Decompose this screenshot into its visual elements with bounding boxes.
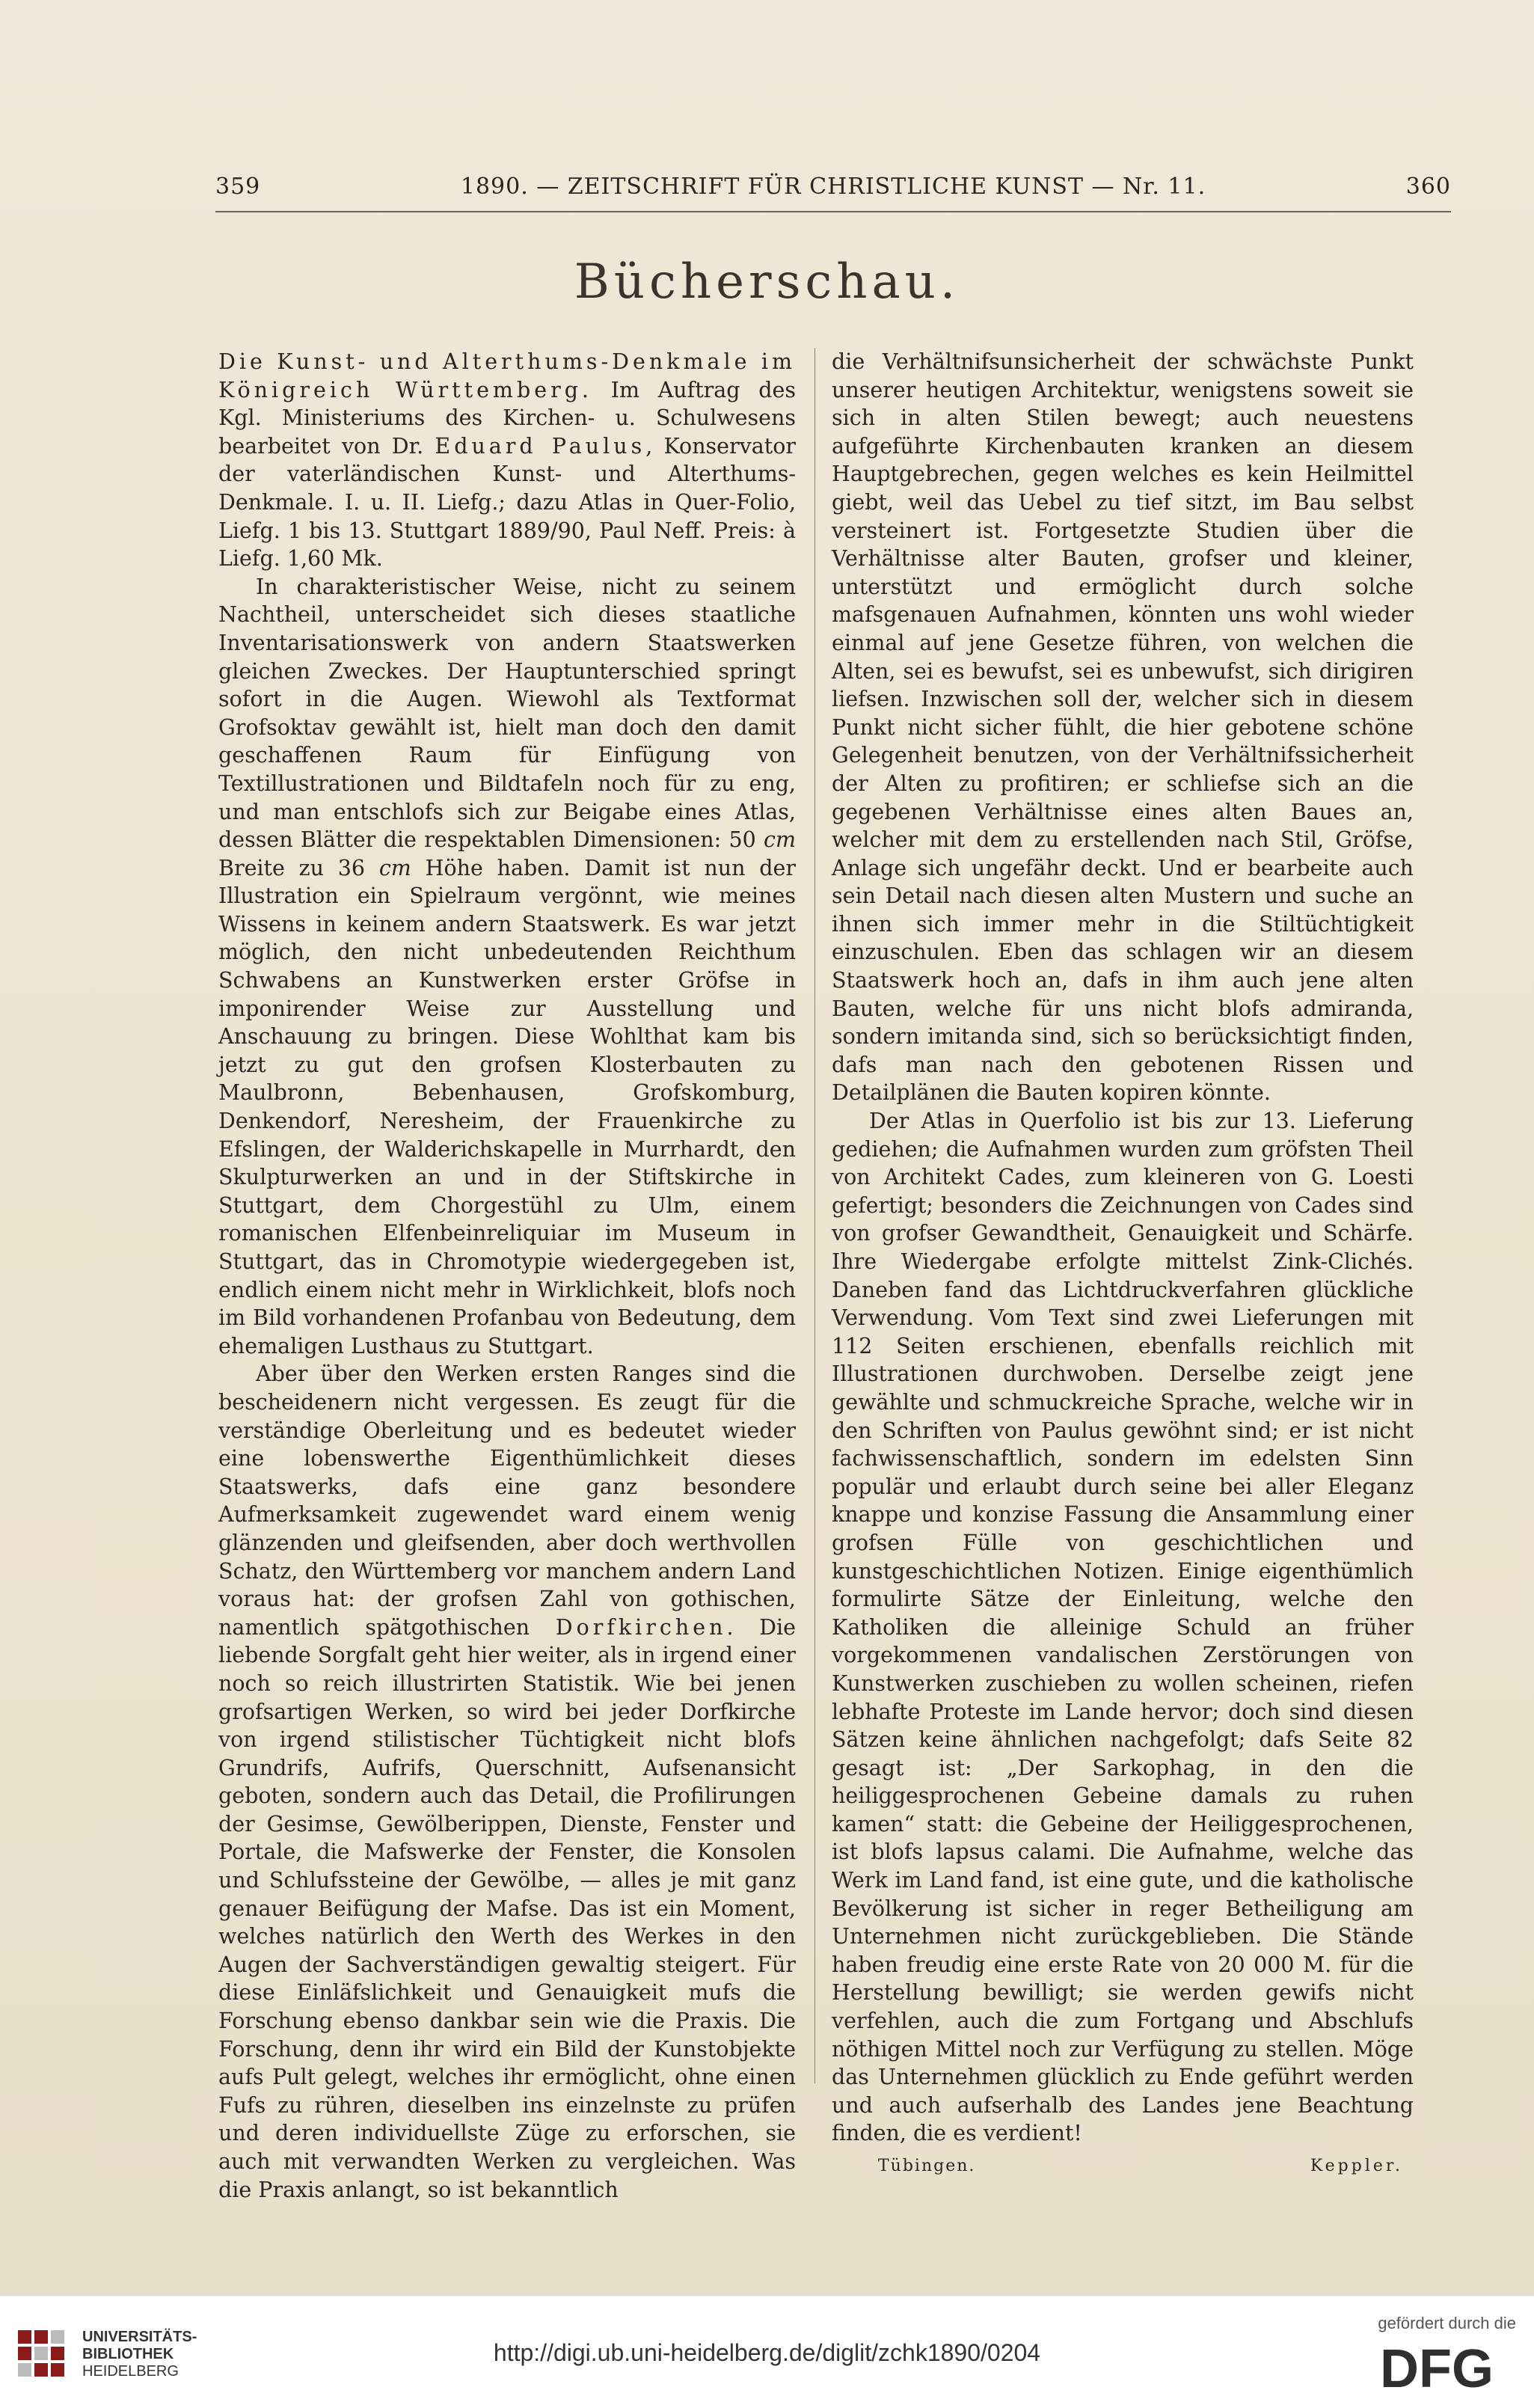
paragraph-text: In charakteristischer Weise, nicht zu seinem Nachtheil, unterscheidet sich dieses staatliche Inventarisationswerk von andern Staatswerken gleichen Zweckes. Der Hauptunterschied springt sofort in die Augen. Wiewohl als Textformat Grofsoktav gewählt ist, hielt man doch den damit geschaffenen Raum für Einfügung von Textillustrationen und Bildtafeln noch für zu eng, und man entschlofs sich zur Beigabe eines Atlas, dessen Blätter die respektablen Dimensionen: 50 <box>218 574 796 853</box>
paragraph <box>218 1360 796 2204</box>
paragraph <box>218 573 796 1361</box>
book-title: Die Kunst- und Alterthums-Denkmale im Königreich Württemberg. <box>218 349 796 402</box>
funding-note: gefördert durch die <box>1378 2314 1516 2332</box>
paragraph-text: . Die liebende Sorgfalt geht hier weiter, als in irgend einer noch so reich illustrirten Statistik. Wie bei jenen grofsartigen Werken, so wird bei jeder Dorfkirche von irgend stilistischer Tüchtigkeit nicht blofs Grundrifs, Aufrifs, Querschnitt, Aufsenansicht geboten, sondern auch das Detail, die Profilirungen der Gesimse, Gewölberippen, Dienste, Fenster und Portale, die Mafswerke der Fenster, die Konsolen und Schlufssteine der Gewölbe, — alles je mit ganz genauer Beifügung der Mafse. Das ist ein Moment, welches natürlich den Werth des Werkes in den Augen der Sachverständigen gewaltig steigert. Für diese Einläfslichkeit und Genauigkeit mufs die Forschung ebenso dankbar sein wie die Praxis. Die Forschung, denn ihr wird ein Bild der Kunstobjekte aufs Pult gelegt, welches ihr ermöglicht, ohne einen Fufs zu rühren, dieselben ins einzelnste zu prüfen und deren individuellste Züge zu erforschen, sie auch mit verwandten Werken zu vergleichen. Was die Praxis anlangt, so ist bekanntlich <box>218 1614 797 2202</box>
footer-bar <box>0 2295 1534 2408</box>
signature-line <box>832 2152 1414 2182</box>
library-name-line: BIBLIOTHEK <box>82 2346 174 2362</box>
book-entry-text: , Konservator der vaterländischen Kunst- und Alterthums-Denkmale. I. u. II. Liefg.; dazu Atlas in Quer-Folio, Liefg. 1 bis 13. Stuttgart 1889/90, Paul Neff. Preis: à Liefg. 1,60 Mk. <box>218 433 796 572</box>
book-author: Eduard Paulus <box>435 433 646 459</box>
column-divider <box>814 348 815 2083</box>
library-name-line: HEIDELBERG <box>82 2363 179 2380</box>
paragraph-text: Höhe haben. Damit ist nun der Illustration ein Spielraum vergönnt, wie meines Wissens in keinem andern Staatswerk. Es war jetzt möglich, den nicht unbedeutenden Reichthum Schwabens an Kunstwerken erster Gröfse in imponirender Weise zur Ausstellung und Anschauung zu bringen. Diese Wohlthat kam bis jetzt zu gut den grofsen Klosterbauten zu Maulbronn, Bebenhausen, Grofskomburg, Denkendorf, Neresheim, der Frauenkirche zu Efslingen, der Walderichskapelle in Murrhardt, den Skulpturwerken an und in der Stiftskirche in Stuttgart, dem Chorgestühl zu Ulm, einem romanischen Elfenbeinreliquiar im Museum in Stuttgart, das in Chromotypie wiedergegeben ist, endlich einem nicht mehr in Wirklichkeit, blofs noch im Bild vorhandenen Profanbau von Bedeutung, dem ehemaligen Lusthaus zu Stuttgart. <box>218 855 796 1358</box>
dfg-logo-text: DFG <box>1380 2339 1494 2393</box>
running-header <box>215 174 1451 209</box>
paragraph: Der Atlas in Querfolio ist bis zur 13. Lieferung gediehen; die Aufnahmen wurden zum gröfsten Theil von Architekt Cades, zum kleineren von G. Loesti gefertigt; besonders die Zeichnungen von Cades sind von grofser Gewandtheit, Genauigkeit und Schärfe. Ihre Wiedergabe erfolgte mittelst Zink-Clichés. Daneben fand das Lichtdruckverfahren glückliche Verwendung. Vom Text sind zwei Lieferungen mit 112 Seiten erschienen, ebenfalls reichlich mit Illustrationen durchwoben. Derselbe zeigt jene gewählte und schmuckreiche Sprache, welche wir in den Schriften von Paulus gewöhnt sind; er ist nicht fachwissenschaftlich, sondern im edelsten Sinn populär und erlaubt durch seine bei aller Eleganz knappe und konzise Fassung die Ansammlung einer grofsen Fülle von geschichtlichen und kunstgeschichtlichen Notizen. Einige eigenthümlich formulirte Sätze der Einleitung, welche den Katholiken die alleinige Schuld an früher vorgekommenen vandalischen Zerstörungen von Kunstwerken zuschieben zu wollen scheinen, riefen lebhafte Proteste im Lande hervor; doch sind diesen Sätzen keine ähnlichen nachgefolgt; dafs Seite 82 gesagt ist: „Der Sarkophag, in den die heiliggesprochenen Gebeine damals zu ruhen kamen“ statt: die Gebeine der Heiliggesprochenen, ist blofs lapsus calami. Die Aufnahme, welche das Werk im Land fand, ist eine gute, und die katholische Bevölkerung ist sicher in reger Betheiligung am Unternehmen nicht zurückgeblieben. Die Stände haben freudig eine erste Rate von 20 000 M. für die Herstellung bewilligt; sie werden gewifs nicht verfehlen, auch die zum Fortgang und Abschlufs nöthigen Mittel noch zur Verfügung zu stellen. Möge das Unternehmen glücklich zu Ende geführt werden und auch aufserhalb des Landes jene Beachtung finden, die es verdient! <box>832 1109 1414 2146</box>
book-entry <box>218 348 796 573</box>
paragraph-text: Breite zu 36 <box>218 855 379 880</box>
signature-author: Keppler. <box>1310 2157 1403 2175</box>
paragraph: die Verhältnifsunsicherheit der schwächste Punkt unserer heutigen Architektur, wenigstens soweit sie sich in alten Stilen bewegt; auch neuestens aufgeführte Kirchenbauten kranken an diesem Hauptgebrechen, gegen welches es kein Heilmittel giebt, weil das Uebel zu tief sitzt, im Bau selbst versteinert ist. Fortgesetzte Studien über die Verhältnisse alter Bauten, grofser und kleiner, unterstützt und ermöglicht durch solche mafsgenauen Aufnahmen, könnten uns wohl wieder einmal auf jene Gesetze führen, von welchen die Alten, sei es bewufst, sei es unbewufst, sich dirigiren liefsen. Inzwischen soll der, welcher sich in diesem Punkt nicht sicher fühlt, die hier gebotene schöne Gelegenheit benutzen, von der Verhältnifssicherheit der Alten zu profitiren; er schliefse sich an die gegebenen Verhältnisse eines alten Baues an, welcher mit dem zu erstellenden nach Stil, Gröfse, Anlage sich ungefähr deckt. Und er bearbeite auch sein Detail nach diesen alten Mustern und suche an ihnen sich immer mehr in die Stiltüchtigkeit einzuschulen. Eben das schlagen wir an diesem Staatswerk hoch an, dafs in ihm auch jene alten Bauten, welche für uns nicht blofs admiranda, sondern imitanda sind, sich so berücksichtigt finden, dafs man nach den gebotenen Rissen und Detailplänen die Bauten kopiren könnte. <box>832 349 1414 1106</box>
page-number-right: 360 <box>1405 174 1451 200</box>
journal-header: 1890. — ZEITSCHRIFT FÜR CHRISTLICHE KUNST — Nr. 11. <box>460 174 1206 200</box>
emphasized-term: Dorfkirchen <box>555 1614 727 1640</box>
paragraph-text: Aber über den Werken ersten Ranges sind die bescheidenern nicht vergessen. Es zeugt für die verständige Oberleitung und es bedeutet wieder eine lobenswerthe Eigenthümlichkeit dieses Staatswerks, dafs eine ganz besondere Aufmerksamkeit zugewendet ward einem wenig glänzenden und gleifsenden, aber doch werthvollen Schatz, den Württemberg vor manchem andern Land voraus hat: der grofsen Zahl von gothischen, namentlich spätgothischen <box>218 1361 796 1640</box>
book-entry-text: Im Auftrag des Kgl. Ministeriums des Kirchen- u. Schulwesens bearbeitet von Dr. <box>218 377 796 459</box>
unit-label: cm <box>378 855 411 880</box>
signature-place: Tübingen. <box>878 2157 976 2175</box>
unit-label: cm <box>764 827 796 853</box>
right-column <box>832 348 1414 2182</box>
left-column <box>218 348 796 2204</box>
library-name-line: UNIVERSITÄTS- <box>82 2329 197 2345</box>
header-rule <box>215 211 1451 212</box>
permalink-url[interactable]: http://digi.ub.uni-heidelberg.de/diglit/zchk1890/0204 <box>493 2339 1041 2366</box>
dfg-logo <box>1374 2339 1516 2393</box>
section-title: Bücherschau. <box>574 254 960 310</box>
page-number-left: 359 <box>215 174 261 200</box>
